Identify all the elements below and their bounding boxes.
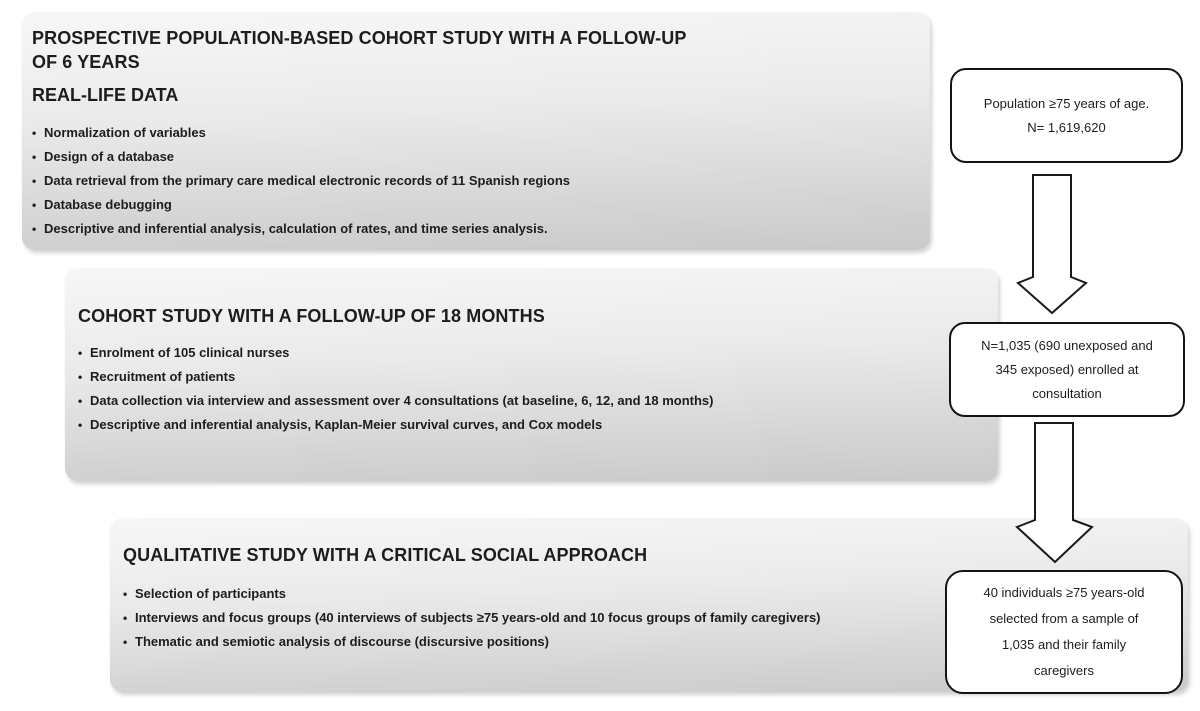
stage-box-prospective-cohort bbox=[22, 12, 930, 250]
bullet-text: Descriptive and inferential analysis, Kaplan-Meier survival curves, and Cox models bbox=[90, 417, 603, 432]
bullet-item bbox=[123, 631, 863, 653]
callout-text-line: 1,035 and their family bbox=[1001, 637, 1127, 652]
bullet-item bbox=[78, 390, 768, 412]
bullet-text: Descriptive and inferential analysis, calculation of rates, and time series analysis. bbox=[44, 221, 548, 236]
bullet-text: Thematic and semiotic analysis of discourse (discursive positions) bbox=[135, 634, 549, 649]
stage-title bbox=[78, 304, 980, 328]
callout-text-line: selected from a sample of bbox=[989, 611, 1139, 626]
bullet-text: Data retrieval from the primary care medical electronic records of 11 Spanish regions bbox=[44, 173, 570, 188]
bullet-dot-icon: • bbox=[78, 394, 83, 408]
callout-text-line: 345 exposed) enrolled at bbox=[995, 361, 1139, 377]
bullet-item bbox=[78, 414, 768, 436]
callout-text-line: consultation bbox=[1032, 385, 1102, 401]
bullet-dot-icon: • bbox=[78, 346, 83, 360]
bullet-item bbox=[123, 583, 863, 605]
bullet-dot-icon: • bbox=[32, 174, 37, 188]
bullet-item bbox=[123, 607, 863, 629]
callout-population bbox=[950, 68, 1183, 163]
stage-bullet-list bbox=[78, 342, 768, 436]
stage-subtitle: REAL-LIFE DATA bbox=[32, 85, 179, 105]
callout-text-line: N=1,035 (690 unexposed and bbox=[981, 337, 1153, 353]
bullet-text: Selection of participants bbox=[135, 586, 286, 601]
down-arrow-icon bbox=[1018, 175, 1086, 313]
stage-title-line: OF 6 YEARS bbox=[32, 52, 140, 72]
callout-enrolled bbox=[949, 322, 1185, 417]
stage-box-cohort-18-months bbox=[65, 268, 998, 481]
callout-text-line: Population ≥75 years of age. bbox=[983, 95, 1150, 111]
bullet-dot-icon: • bbox=[32, 222, 37, 236]
stage-title bbox=[123, 543, 1170, 567]
bullet-item bbox=[32, 122, 892, 144]
bullet-item bbox=[32, 194, 892, 216]
bullet-text: Recruitment of patients bbox=[90, 369, 236, 384]
bullet-dot-icon: • bbox=[32, 198, 37, 212]
stage-title-line: PROSPECTIVE POPULATION-BASED COHORT STUDY WITH A FOLLOW-UP bbox=[32, 28, 687, 48]
callout-qualitative-sample bbox=[945, 570, 1183, 694]
stage-title bbox=[32, 26, 912, 74]
callout-text-line: N= 1,619,620 bbox=[1027, 119, 1106, 135]
bullet-text: Design of a database bbox=[44, 149, 175, 164]
bullet-item bbox=[32, 170, 892, 192]
bullet-item bbox=[78, 366, 768, 388]
bullet-text: Database debugging bbox=[44, 197, 172, 212]
bullet-dot-icon: • bbox=[123, 611, 128, 625]
bullet-dot-icon: • bbox=[78, 370, 83, 384]
stage-title-line: COHORT STUDY WITH A FOLLOW-UP OF 18 MONTHS bbox=[78, 306, 545, 326]
stage-title-line: QUALITATIVE STUDY WITH A CRITICAL SOCIAL APPROACH bbox=[123, 545, 648, 565]
bullet-item bbox=[78, 342, 768, 364]
bullet-dot-icon: • bbox=[32, 126, 37, 140]
bullet-item bbox=[32, 146, 892, 168]
stage-bullet-list bbox=[123, 583, 863, 653]
bullet-text: Normalization of variables bbox=[44, 125, 206, 140]
bullet-dot-icon: • bbox=[32, 150, 37, 164]
callout-text-line: caregivers bbox=[1034, 663, 1094, 678]
bullet-dot-icon: • bbox=[123, 635, 128, 649]
callout-text-line: 40 individuals ≥75 years-old bbox=[983, 585, 1145, 600]
bullet-text: Interviews and focus groups (40 interviews of subjects ≥75 years-old and 10 focus groups of family caregivers) bbox=[135, 610, 821, 625]
bullet-dot-icon: • bbox=[123, 587, 128, 601]
bullet-text: Enrolment of 105 clinical nurses bbox=[90, 345, 290, 360]
bullet-dot-icon: • bbox=[78, 418, 83, 432]
stage-bullet-list bbox=[32, 122, 892, 240]
bullet-item bbox=[32, 218, 892, 240]
bullet-text: Data collection via interview and assessment over 4 consultations (at baseline, 6, 12, and 18 months) bbox=[90, 393, 714, 408]
